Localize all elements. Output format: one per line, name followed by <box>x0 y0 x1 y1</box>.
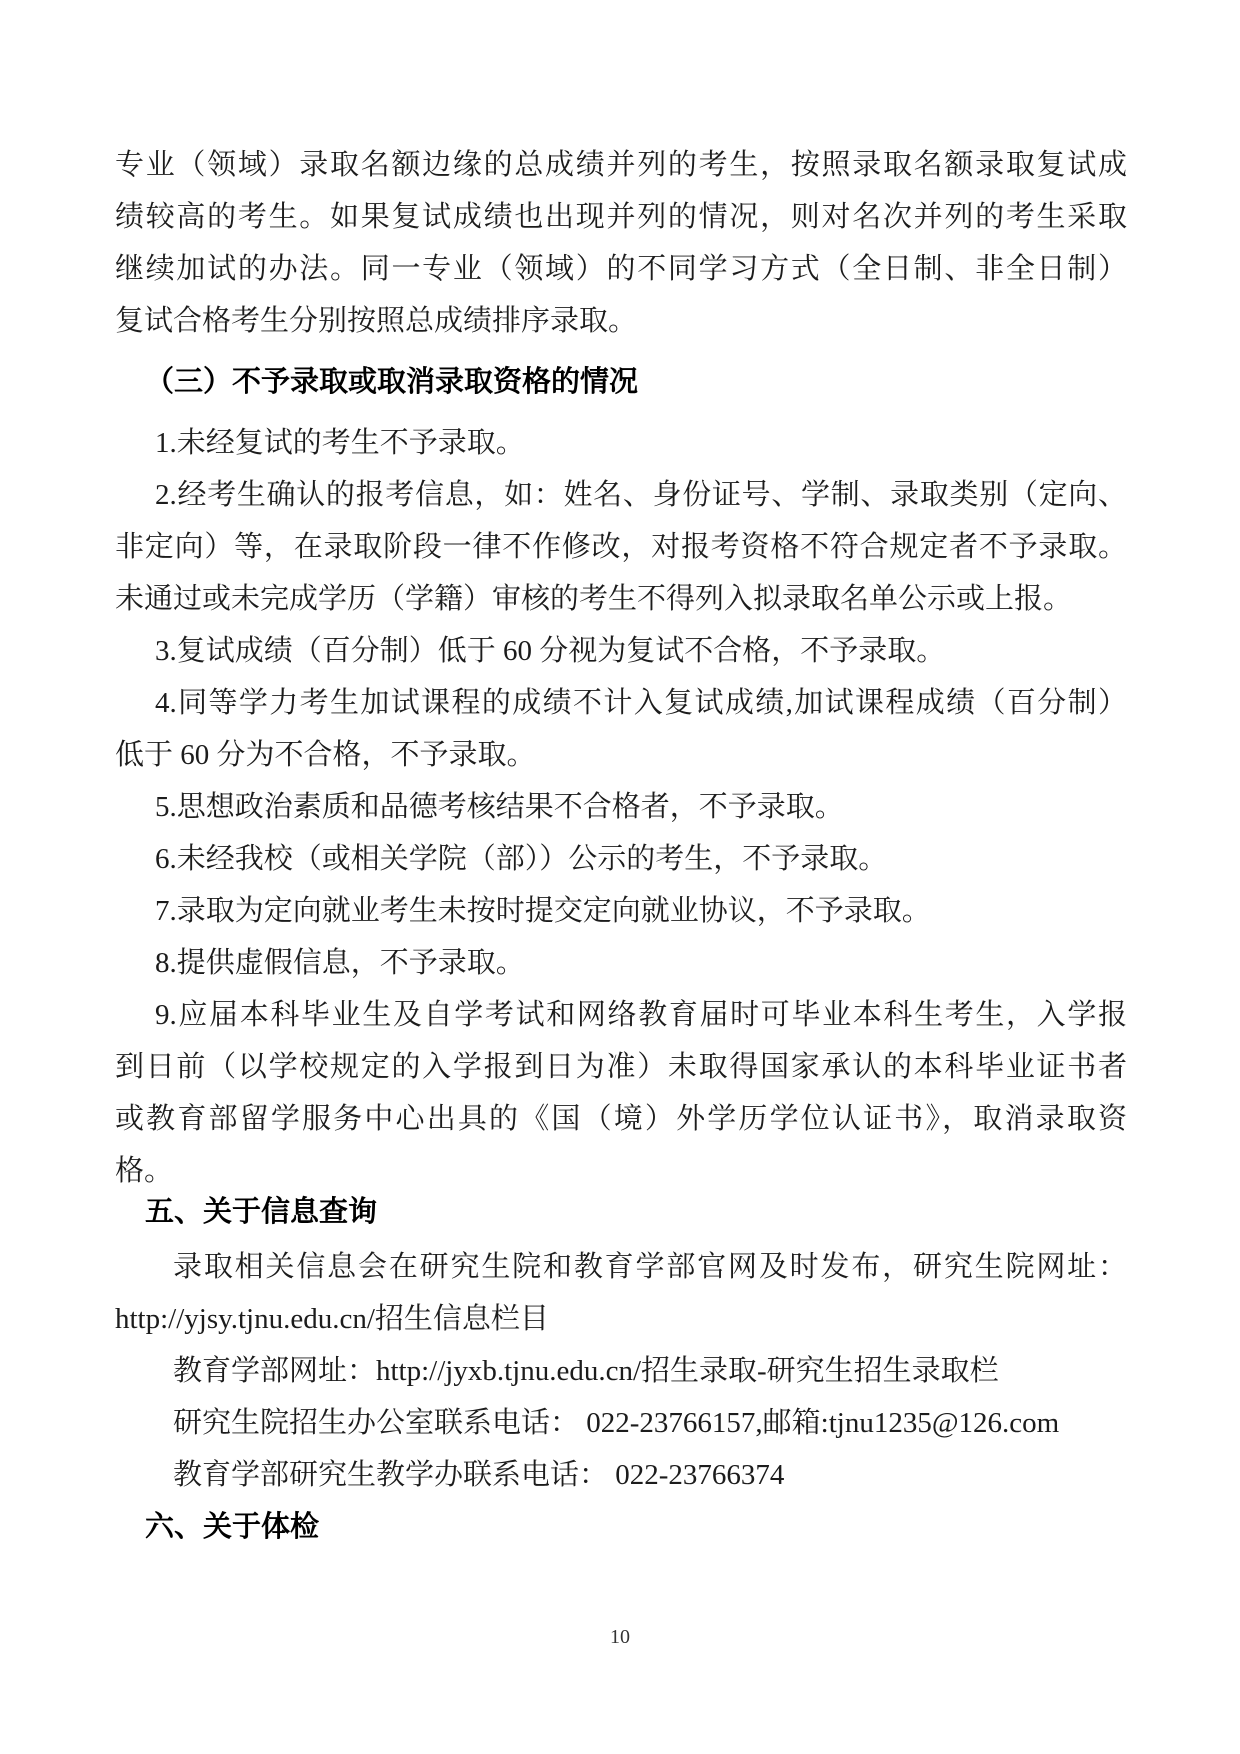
body-line: 低于 60 分为不合格，不予录取。 <box>115 739 536 771</box>
body-line: 非定向）等，在录取阶段一律不作修改，对报考资格不符合规定者不予录取。 <box>115 531 1127 563</box>
body-line: 录取相关信息会在研究生院和教育学部官网及时发布，研究生院网址： <box>173 1251 1127 1283</box>
body-line: 继续加试的办法。同一专业（领域）的不同学习方式（全日制、非全日制） <box>115 253 1127 285</box>
section-heading-info-query: 五、关于信息查询 <box>145 1196 378 1228</box>
body-line: 到日前（以学校规定的入学报到日为准）未取得国家承认的本科毕业证书者 <box>115 1051 1127 1083</box>
section-heading-no-admission: （三）不予录取或取消录取资格的情况 <box>145 366 639 398</box>
list-item: 5.思想政治素质和品德考核结果不合格者，不予录取。 <box>155 791 844 823</box>
url-line: http://yjsy.tjnu.edu.cn/招生信息栏目 <box>115 1303 549 1335</box>
list-item: 7.录取为定向就业考生未按时提交定向就业协议，不予录取。 <box>155 895 931 927</box>
body-line: 复试合格考生分别按照总成绩排序录取。 <box>115 305 638 337</box>
list-item: 3.复试成绩（百分制）低于 60 分视为复试不合格，不予录取。 <box>155 635 946 667</box>
page-footer <box>0 1626 1240 1649</box>
body-line: 未通过或未完成学历（学籍）审核的考生不得列入拟录取名单公示或上报。 <box>115 583 1073 615</box>
body-line: 专业（领域）录取名额边缘的总成绩并列的考生，按照录取名额录取复试成 <box>115 149 1127 181</box>
list-item: 1.未经复试的考生不予录取。 <box>155 427 525 459</box>
body-line: 格。 <box>115 1155 174 1187</box>
body-line: 绩较高的考生。如果复试成绩也出现并列的情况，则对名次并列的考生采取 <box>115 201 1127 233</box>
body-line: 或教育部留学服务中心出具的《国（境）外学历学位认证书》，取消录取资 <box>115 1103 1127 1135</box>
body-line: 研究生院招生办公室联系电话： 022-23766157,邮箱:tjnu1235@126.com <box>173 1407 1060 1439</box>
list-item: 9.应届本科毕业生及自学考试和网络教育届时可毕业本科生考生，入学报 <box>155 999 1127 1031</box>
body-line: 教育学部研究生教学办联系电话： 022-23766374 <box>173 1459 785 1491</box>
body-line: 教育学部网址：http://jyxb.tjnu.edu.cn/招生录取-研究生招生录取栏 <box>173 1355 999 1387</box>
page-number: 10 <box>610 1626 630 1648</box>
list-item: 8.提供虚假信息，不予录取。 <box>155 947 525 979</box>
document-body <box>115 139 1127 1553</box>
list-item: 2.经考生确认的报考信息，如：姓名、身份证号、学制、录取类别（定向、 <box>155 479 1127 511</box>
list-item: 4.同等学力考生加试课程的成绩不计入复试成绩,加试课程成绩（百分制） <box>155 687 1127 719</box>
list-item: 6.未经我校（或相关学院（部））公示的考生，不予录取。 <box>155 843 888 875</box>
section-heading-physical-exam: 六、关于体检 <box>145 1511 320 1543</box>
